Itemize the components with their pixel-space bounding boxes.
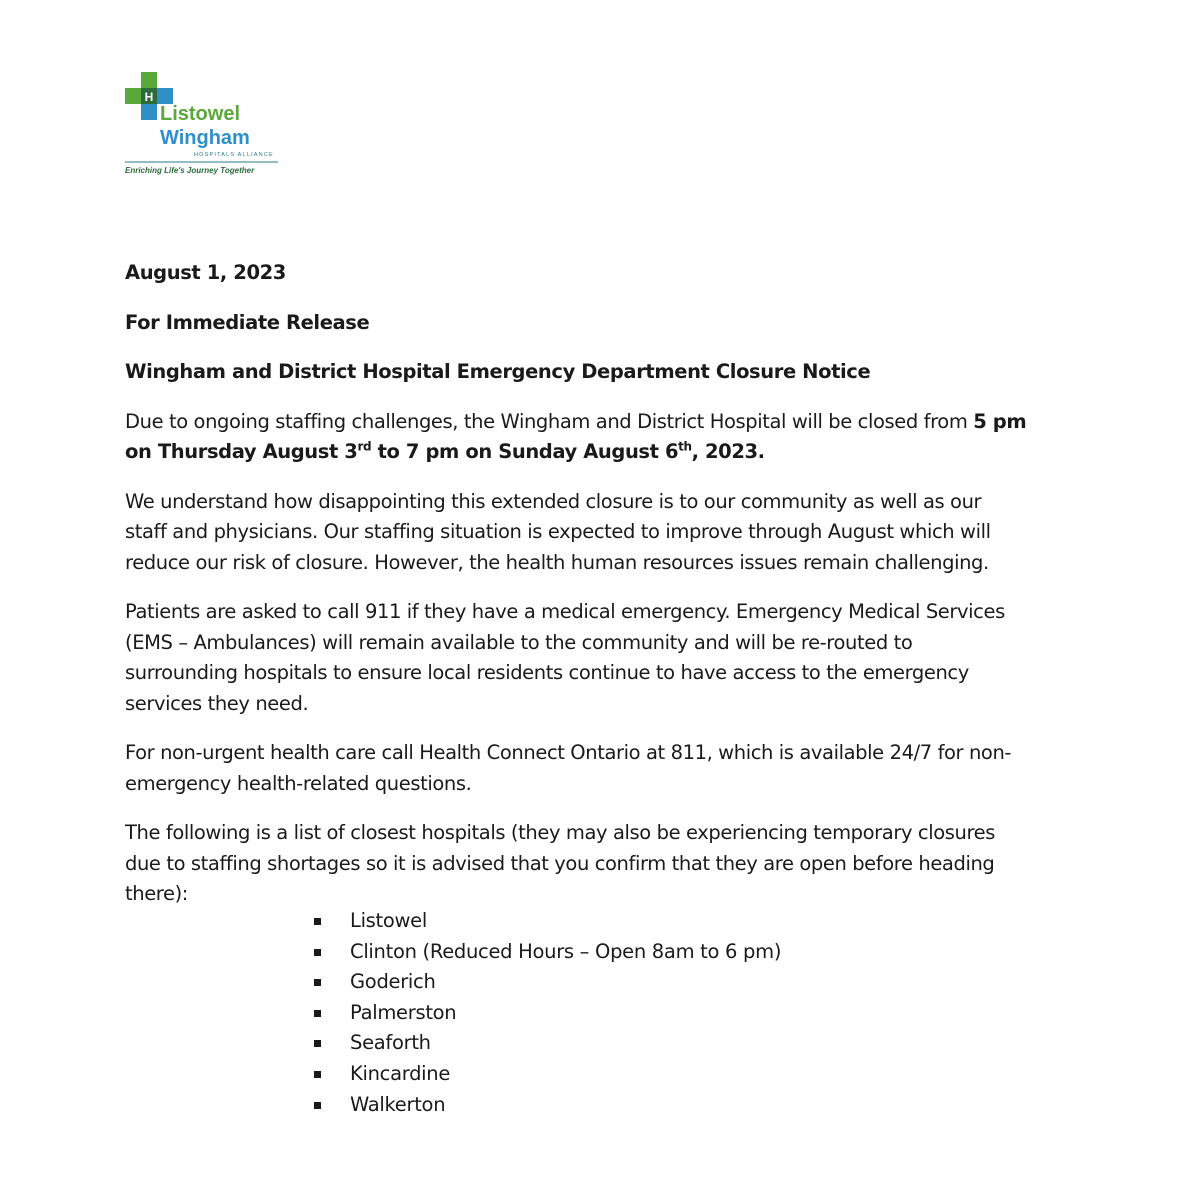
bullet-icon xyxy=(314,1040,321,1047)
paragraph-911 xyxy=(125,597,1105,719)
bullet-icon xyxy=(314,1010,321,1017)
logo-cross-left xyxy=(125,88,141,104)
p1-line2-c: , 2023. xyxy=(691,440,765,463)
release-date: August 1, 2023 xyxy=(125,261,286,284)
hospital-name: Goderich xyxy=(350,970,436,994)
hospital-list xyxy=(310,906,781,1120)
list-item xyxy=(310,1028,781,1059)
hospital-name: Palmerston xyxy=(350,1000,457,1024)
p3-line: services they need. xyxy=(125,691,309,715)
bullet-icon xyxy=(314,1102,321,1109)
p5-line: The following is a list of closest hospitals (they may also be experiencing temporary closures xyxy=(125,821,996,844)
list-item xyxy=(310,906,781,937)
bullet-icon xyxy=(314,918,321,925)
hospital-name: Walkerton xyxy=(350,1092,446,1116)
p1-sup-rd: rd xyxy=(357,439,372,454)
list-item xyxy=(310,1090,781,1121)
paragraph-closure-dates xyxy=(125,407,1105,468)
paragraph-hospital-list-intro xyxy=(125,818,1105,910)
paragraph-811 xyxy=(125,738,1105,799)
bullet-icon xyxy=(314,1071,321,1078)
logo-cross-right xyxy=(157,88,173,104)
p1-line2-b: to 7 pm on Sunday August 6 xyxy=(371,440,679,463)
p1-line1-text: Due to ongoing staffing challenges, the Wingham and District Hospital will be closed from xyxy=(125,409,974,433)
list-item xyxy=(310,937,781,968)
logo-tagline: Enriching Life's Journey Together xyxy=(125,166,255,175)
hospital-name: Listowel xyxy=(350,909,427,932)
logo-line2: Wingham xyxy=(160,127,250,149)
p2-line: reduce our risk of closure. However, the health human resources issues remain challenging. xyxy=(125,550,989,574)
paragraph-disappointing xyxy=(125,487,1105,579)
release-label: For Immediate Release xyxy=(125,310,370,334)
list-item xyxy=(310,1059,781,1090)
p1-line1-bold: 5 pm xyxy=(973,409,1027,433)
hospital-name: Kincardine xyxy=(350,1061,451,1085)
logo-line1: Listowel xyxy=(160,103,241,125)
p3-line: (EMS – Ambulances) will remain available to the community and will be re-routed to xyxy=(125,630,913,654)
p1-line2-a: on Thursday August 3 xyxy=(125,440,358,463)
p2-line: We understand how disappointing this extended closure is to our community as well as our xyxy=(125,489,982,513)
logo-cross-top xyxy=(141,72,157,88)
p1-sup-th: th xyxy=(678,439,692,454)
list-item xyxy=(310,998,781,1029)
logo-line3: HOSPITALS ALLIANCE xyxy=(194,152,274,158)
p3-line: Patients are asked to call 911 if they have a medical emergency. Emergency Medical Services xyxy=(125,600,1005,623)
p4-line: For non-urgent health care call Health Connect Ontario at 811, which is available 24/7 for non- xyxy=(125,741,1012,764)
listowel-wingham-logo xyxy=(122,70,287,180)
p2-line: staff and physicians. Our staffing situation is expected to improve through August which will xyxy=(125,520,991,543)
logo-cross-bottom xyxy=(141,104,157,120)
bullet-icon xyxy=(314,979,321,986)
hospital-name: Seaforth xyxy=(350,1031,431,1055)
p5-line: due to staffing shortages so it is advised that you confirm that they are open before heading xyxy=(125,851,995,875)
p4-line: emergency health-related questions. xyxy=(125,771,472,795)
headline: Wingham and District Hospital Emergency Department Closure Notice xyxy=(125,360,871,383)
p5-line: there): xyxy=(125,882,188,905)
hospital-name: Clinton (Reduced Hours – Open 8am to 6 pm) xyxy=(350,939,782,963)
p3-line: surrounding hospitals to ensure local residents continue to have access to the emergency xyxy=(125,661,969,684)
press-release-body xyxy=(125,258,1105,910)
list-item xyxy=(310,967,781,998)
logo-cross-letter: H xyxy=(144,90,154,104)
bullet-icon xyxy=(314,949,321,956)
